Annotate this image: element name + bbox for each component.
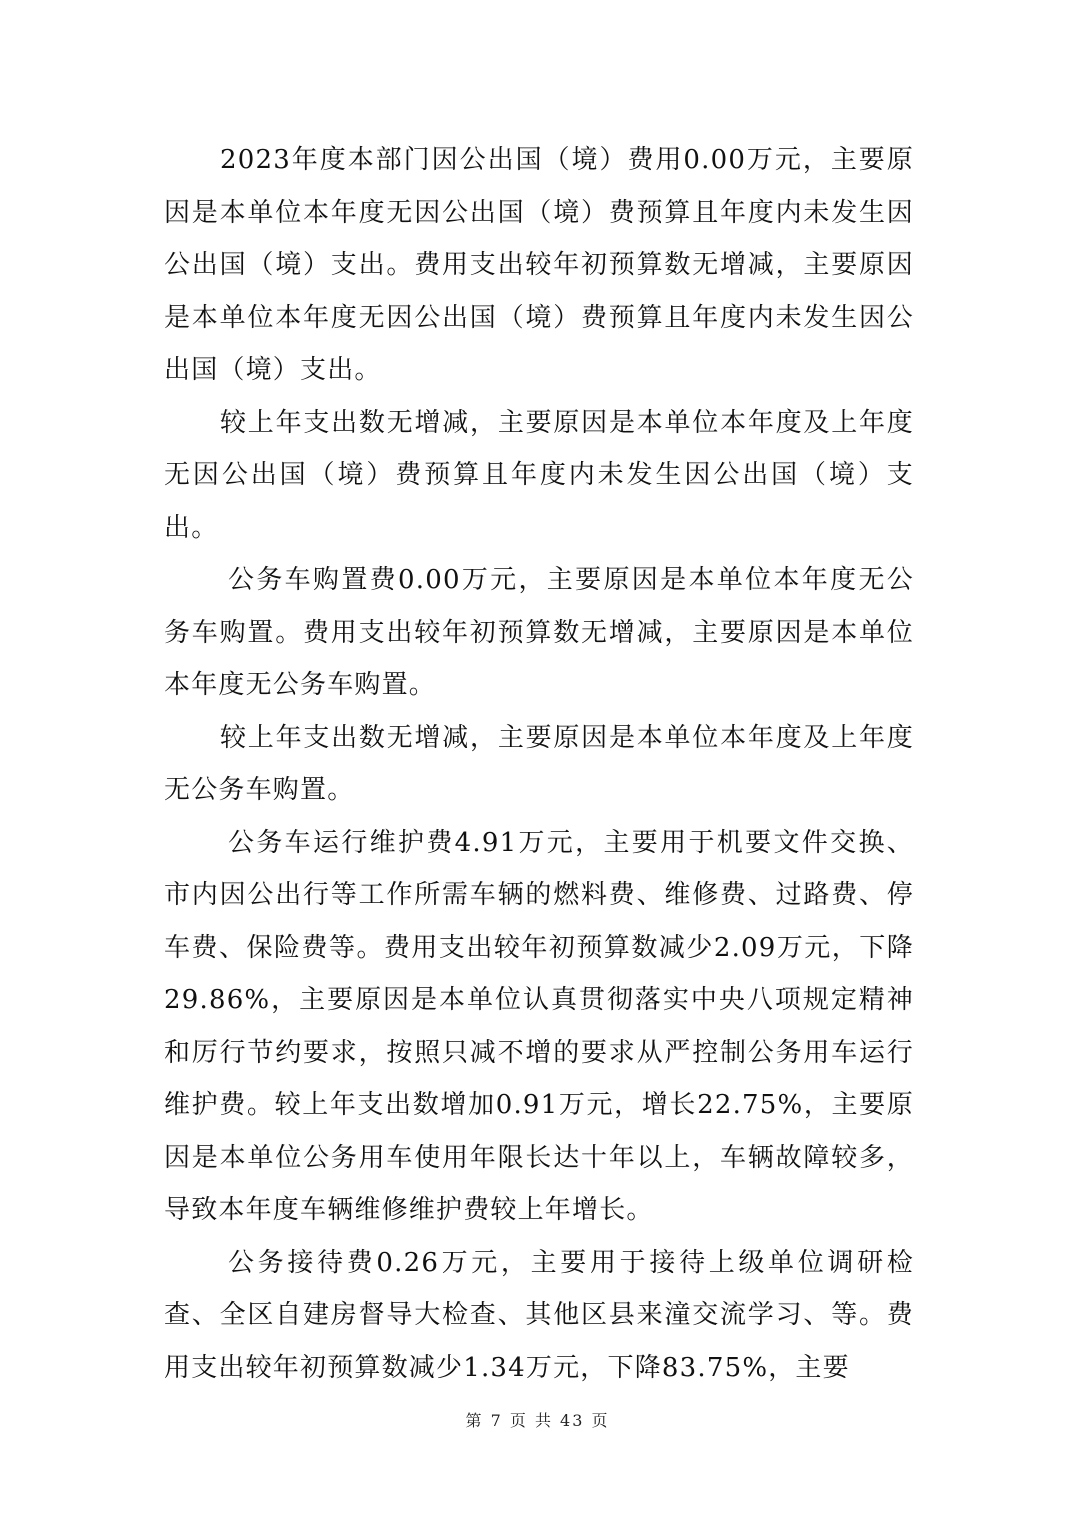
paragraph-vehicle-purchase-yoy: 较上年支出数无增减，主要原因是本单位本年度及上年度无公务车购置。 bbox=[164, 722, 914, 805]
paragraph-overseas-yoy: 较上年支出数无增减，主要原因是本单位本年度及上年度无因公出国（境）费预算且年度内未发生因公出国（境）支出。 bbox=[164, 407, 914, 543]
page-number-footer: 第 7 页 共 43 页 bbox=[465, 1411, 610, 1430]
paragraph-vehicle-operation: 公务车运行维护费4.91万元，主要用于机要文件交换、市内因公出行等工作所需车辆的燃料费、维修费、过路费、停车费、保险费等。费用支出较年初预算数减少2.09万元，下降29.86%，主要原因是本单位认真贯彻落实中央八项规定精神和厉行节约要求，按照只减不增的要求从严控制公务用车运行维护费。较上年支出数增加0.91万元，增长22.75%，主要原因是本单位公务用车使用年限长达十年以上，车辆故障较多，导致本年度车辆维修维护费较上年增长。 bbox=[164, 827, 914, 1225]
paragraph-vehicle-purchase: 公务车购置费0.00万元，主要原因是本单位本年度无公务车购置。费用支出较年初预算数无增减，主要原因是本单位本年度无公务车购置。 bbox=[164, 565, 914, 700]
paragraph-overseas-expense: 2023年度本部门因公出国（境）费用0.00万元，主要原因是本单位本年度无因公出国（境）费预算且年度内未发生因公出国（境）支出。费用支出较年初预算数无增减，主要原因是本单位本年度无因公出国（境）费预算且年度内未发生因公出国（境）支出。 bbox=[164, 145, 914, 385]
document-body bbox=[164, 134, 914, 1394]
paragraph-reception-expense: 公务接待费0.26万元，主要用于接待上级单位调研检查、全区自建房督导大检查、其他区县来潼交流学习、等。费用支出较年初预算数减少1.34万元，下降83.75%，主要 bbox=[164, 1247, 914, 1383]
